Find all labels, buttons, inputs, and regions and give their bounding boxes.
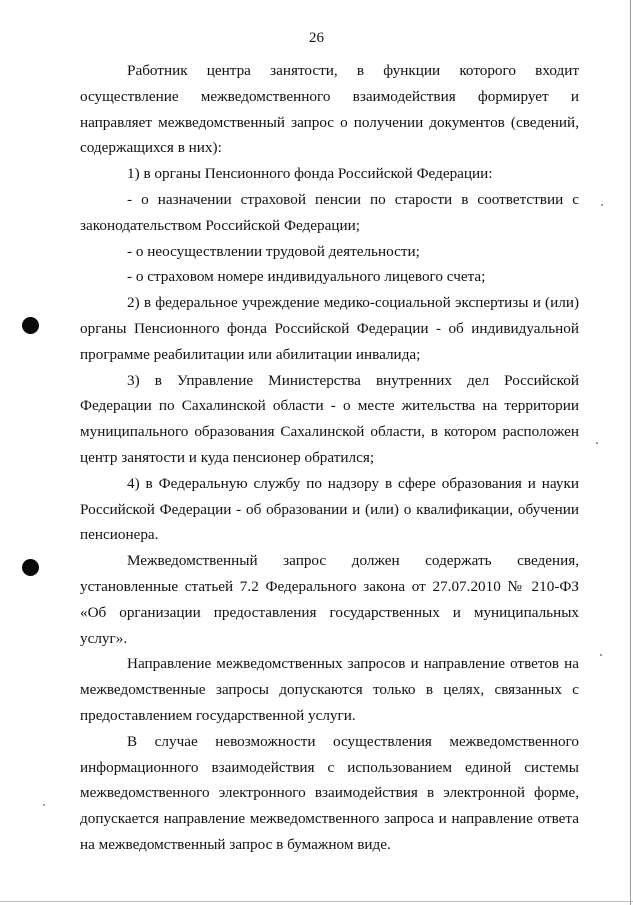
scan-speck: [596, 442, 598, 444]
paragraph-request-purpose: Направление межведомственных запросов и направление ответов на межведомственные запросы допускаются только в целях, связанных с предоставлением государственной услуги.: [80, 655, 579, 724]
scan-edge-right: [630, 0, 631, 905]
scan-speck: [43, 804, 45, 806]
paragraph-item-3: 3) в Управление Министерства внутренних дел Российской Федерации по Сахалинской области - о месте жительства на территории муниципального образования Сахалинской области, в котором расположен центр занятости и куда пенсионер обратился;: [80, 371, 579, 466]
paragraph-subitem-snils: - о страховом номере индивидуального лицевого счета;: [127, 268, 486, 286]
paragraph-subitem-pension: - о назначении страховой пенсии по старости в соответствии с законодательством Российской Федерации;: [80, 190, 579, 234]
paragraph-subitem-employment: - о неосуществлении трудовой деятельности;: [127, 242, 420, 260]
paragraph-request-content: Межведомственный запрос должен содержать сведения, установленные статьей 7.2 Федерального закона от 27.07.2010 № 210-ФЗ «Об организации предоставления государственных и муниципальных услуг».: [80, 552, 579, 647]
paragraph-paper-form: В случае невозможности осуществления межведомственного информационного взаимодействия с использованием единой системы межведомственного электронного взаимодействия в электронной форме, допускается направление межведомственного запроса и направление ответа на межведомственный запрос в бумажном виде.: [80, 732, 579, 853]
paragraph-item-1: 1) в органы Пенсионного фонда Российской Федерации:: [127, 165, 493, 183]
paragraph-item-4: 4) в Федеральную службу по надзору в сфере образования и науки Российской Федерации - об образовании и (или) о квалификации, обучении пенсионера.: [80, 474, 579, 544]
paragraph-intro: Работник центра занятости, в функции которого входит осуществление межведомственного взаимодействия формирует и направляет межведомственный запрос о получении документов (сведений, содержащихся в них):: [80, 62, 579, 157]
scan-speck: [601, 204, 603, 206]
paragraph-item-2: 2) в федеральное учреждение медико-социальной экспертизы и (или) органы Пенсионного фонда Российской Федерации - об индивидуальной программе реабилитации или абилитации инвалида;: [80, 294, 579, 363]
punch-hole-top: [22, 317, 39, 334]
document-body: [80, 58, 579, 858]
punch-hole-bottom: [22, 559, 39, 576]
scan-speck: [600, 654, 602, 656]
scan-edge-bottom: [0, 901, 633, 902]
page-number: 26: [309, 30, 324, 46]
